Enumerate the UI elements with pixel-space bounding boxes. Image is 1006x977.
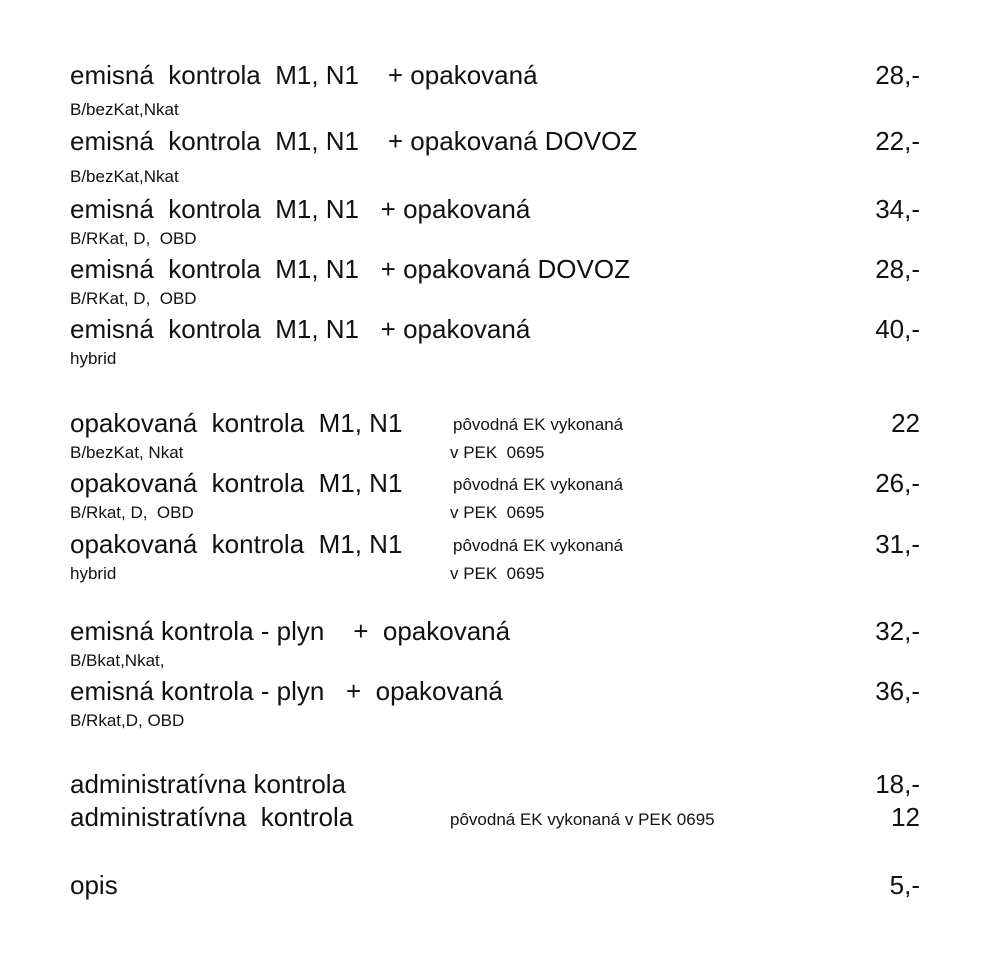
price-cell bbox=[770, 62, 920, 96]
service-subtitle: B/bezKat,Nkat bbox=[70, 167, 179, 186]
service-subtitle: B/Rkat,D, OBD bbox=[70, 711, 185, 730]
service-note: pôvodná EK vykonaná bbox=[453, 475, 624, 494]
price-cell bbox=[770, 470, 920, 504]
service-title: emisná kontrola M1, N1 + opakovaná bbox=[70, 314, 531, 344]
service-price: 34,- bbox=[875, 196, 920, 224]
service-title: emisná kontrola M1, N1 + opakovaná bbox=[70, 60, 538, 90]
price-cell bbox=[770, 678, 920, 712]
service-price: 18,- bbox=[875, 771, 920, 799]
service-subtitle: B/RKat, D, OBD bbox=[70, 229, 197, 248]
price-cell bbox=[770, 531, 920, 565]
price-cell bbox=[770, 872, 920, 906]
service-title: opis bbox=[70, 870, 118, 900]
price-cell bbox=[770, 316, 920, 350]
price-cell bbox=[770, 128, 920, 162]
service-subtitle: hybrid bbox=[70, 349, 117, 368]
service-title: administratívna kontrola bbox=[70, 769, 347, 799]
service-subtitle: B/bezKat, Nkat bbox=[70, 443, 184, 462]
service-note: pôvodná EK vykonaná v PEK 0695 bbox=[450, 810, 715, 829]
service-price: 32,- bbox=[875, 618, 920, 646]
service-price: 28,- bbox=[875, 62, 920, 90]
service-title: emisná kontrola M1, N1 + opakovaná DOVOZ bbox=[70, 126, 638, 156]
service-title: opakovaná kontrola M1, N1 bbox=[70, 408, 403, 438]
service-price: 28,- bbox=[875, 256, 920, 284]
price-cell bbox=[770, 410, 920, 444]
price-cell bbox=[770, 804, 920, 838]
service-price: 22,- bbox=[875, 128, 920, 156]
service-price: 22 bbox=[891, 410, 920, 438]
service-title: emisná kontrola - plyn + opakovaná bbox=[70, 616, 511, 646]
service-title: emisná kontrola M1, N1 + opakovaná DOVOZ bbox=[70, 254, 630, 284]
service-note: pôvodná EK vykonaná bbox=[453, 536, 624, 555]
service-note: pôvodná EK vykonaná bbox=[453, 415, 624, 434]
service-title: emisná kontrola - plyn + opakovaná bbox=[70, 676, 503, 706]
service-subtitle: B/bezKat,Nkat bbox=[70, 100, 179, 119]
service-title: opakovaná kontrola M1, N1 bbox=[70, 468, 403, 498]
service-note-line2: v PEK 0695 bbox=[450, 443, 545, 462]
service-subtitle: B/Rkat, D, OBD bbox=[70, 503, 194, 522]
service-price: 40,- bbox=[875, 316, 920, 344]
service-title: opakovaná kontrola M1, N1 bbox=[70, 529, 403, 559]
service-note-line2: v PEK 0695 bbox=[450, 564, 545, 583]
service-subtitle: B/RKat, D, OBD bbox=[70, 289, 197, 308]
service-subtitle: hybrid bbox=[70, 564, 117, 583]
price-cell bbox=[770, 256, 920, 290]
service-price: 26,- bbox=[875, 470, 920, 498]
service-price: 36,- bbox=[875, 678, 920, 706]
service-price: 31,- bbox=[875, 531, 920, 559]
service-note-line2: v PEK 0695 bbox=[450, 503, 545, 522]
price-cell bbox=[770, 196, 920, 230]
service-title: emisná kontrola M1, N1 + opakovaná bbox=[70, 194, 531, 224]
service-subtitle: B/Bkat,Nkat, bbox=[70, 651, 165, 670]
service-price: 12 bbox=[891, 804, 920, 832]
service-price: 5,- bbox=[889, 872, 920, 900]
price-cell bbox=[770, 771, 920, 805]
service-title: administratívna kontrola bbox=[70, 802, 354, 832]
price-cell bbox=[770, 618, 920, 652]
